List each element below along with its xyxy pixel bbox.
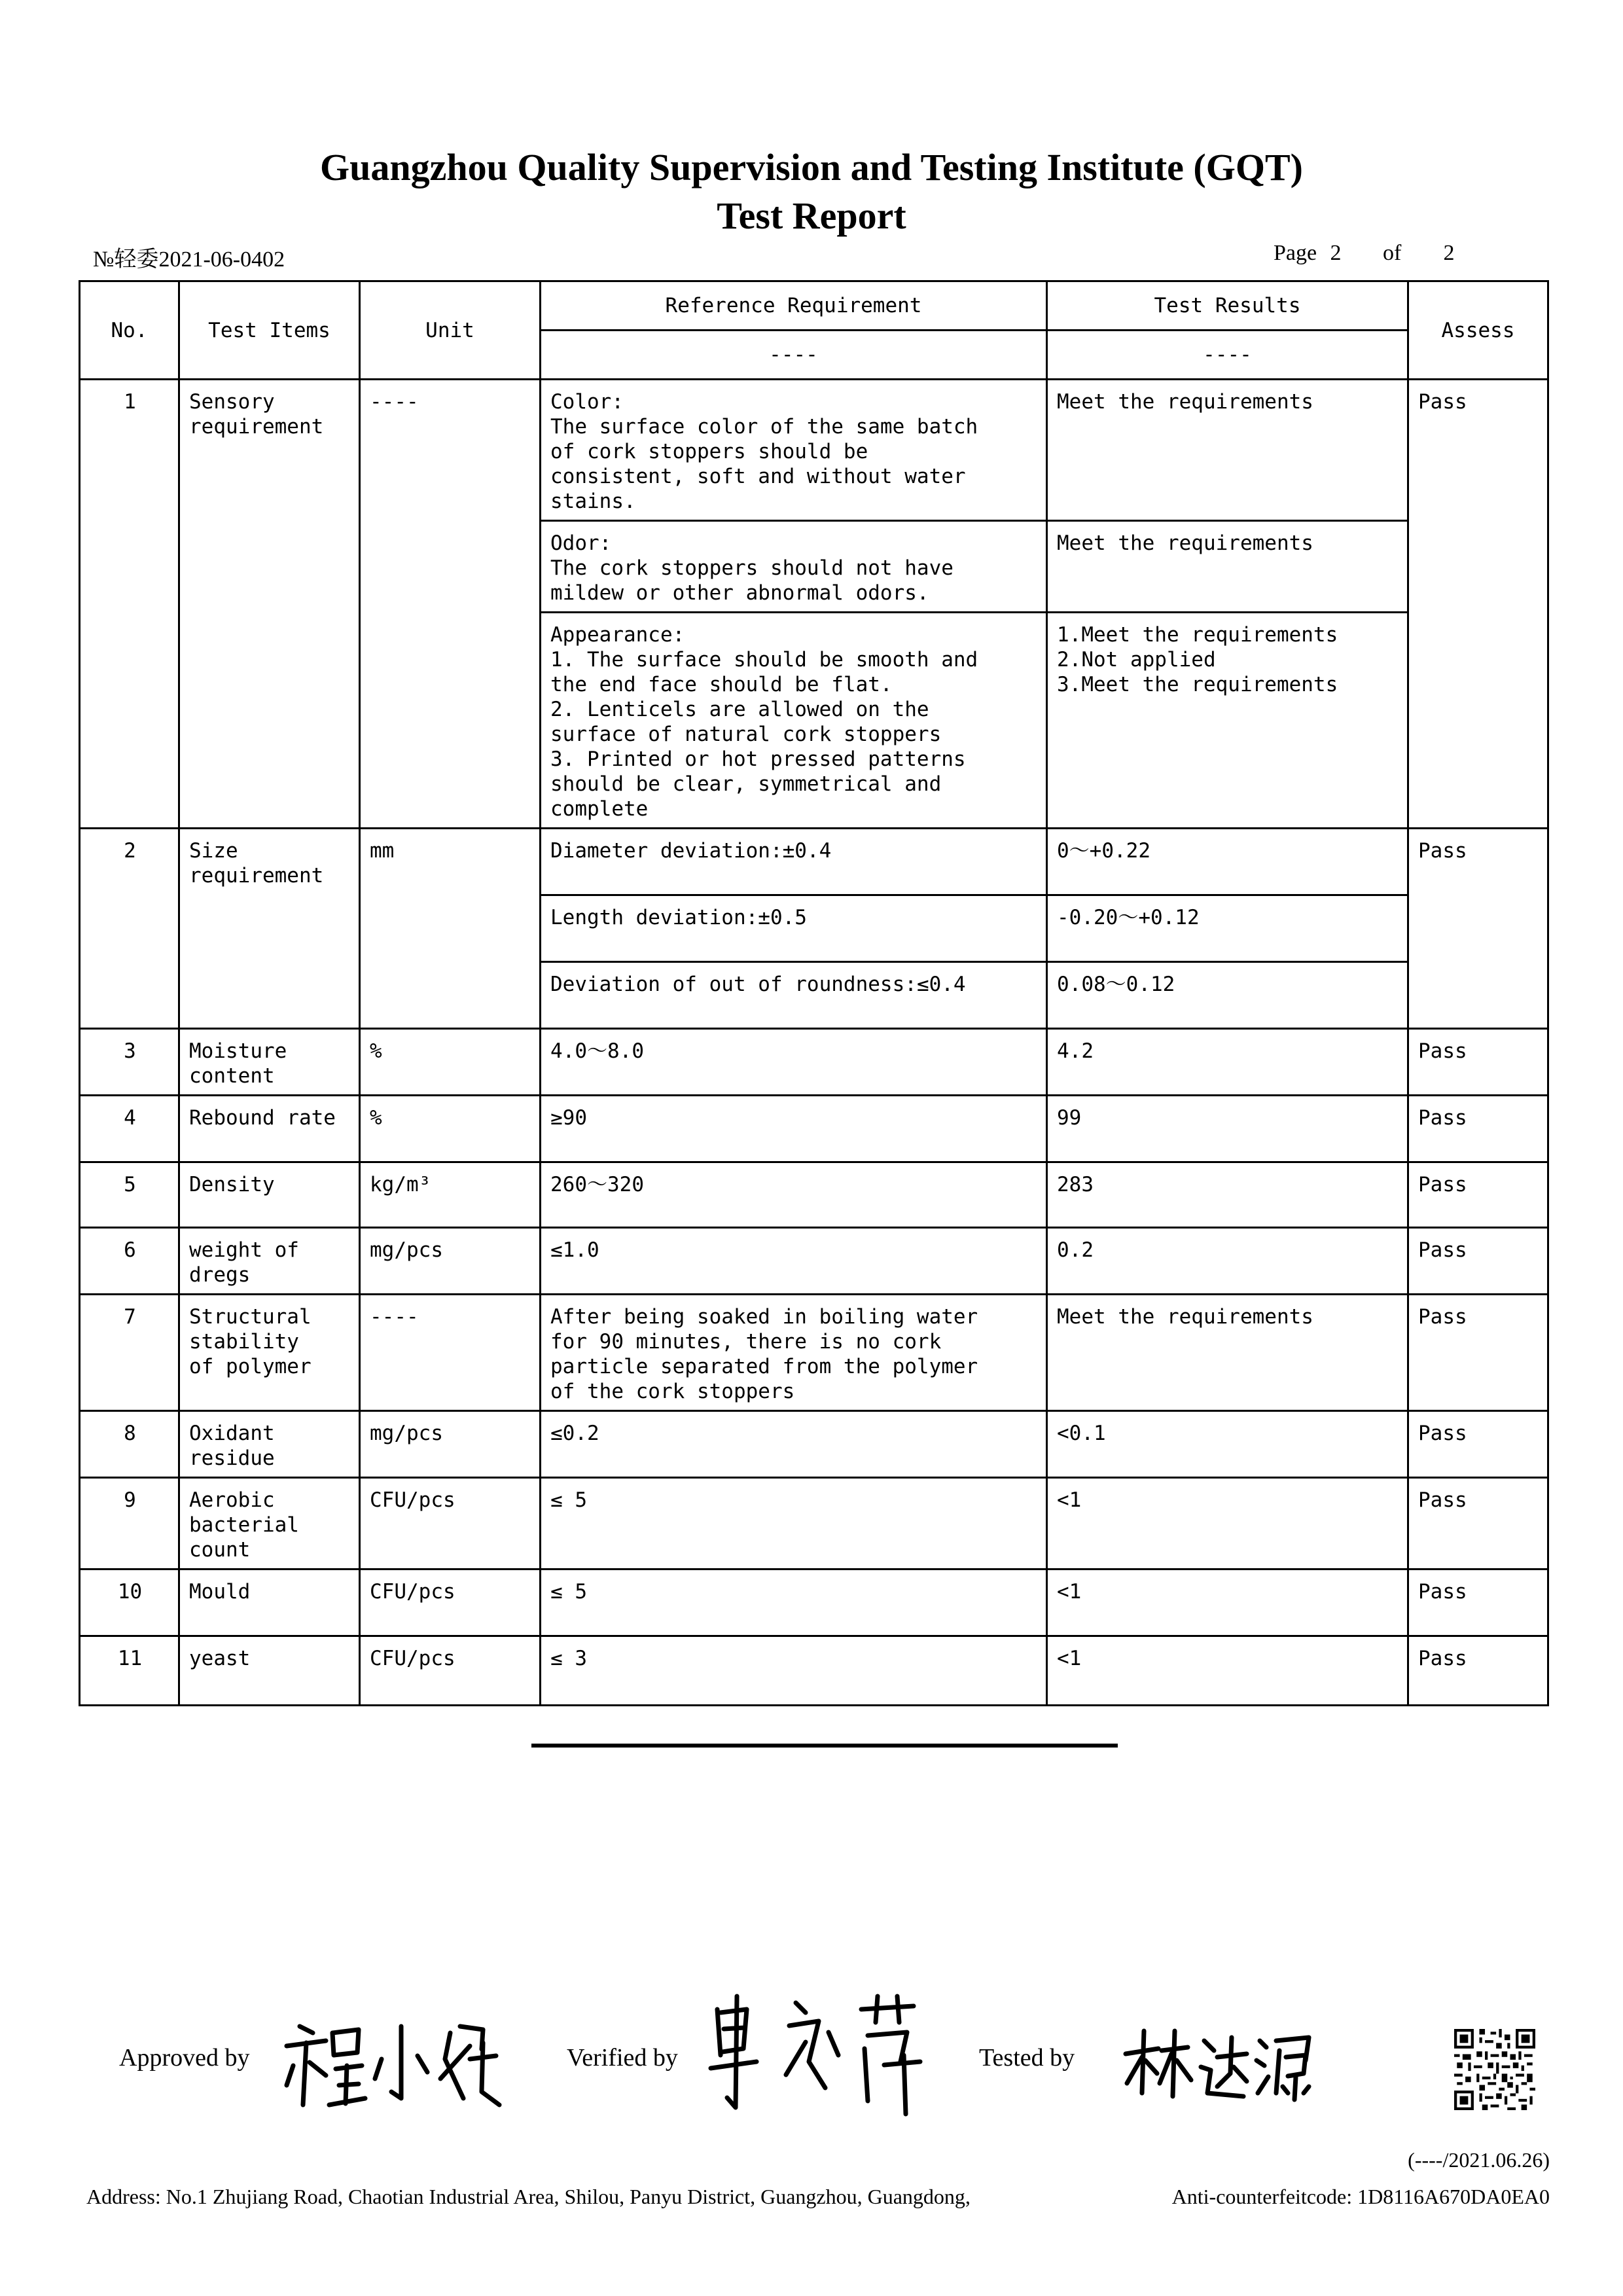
- page-of-label: of: [1383, 241, 1402, 265]
- row-unit: ----: [360, 1295, 541, 1411]
- row-unit: %: [360, 1096, 541, 1162]
- row-assess: Pass: [1408, 1295, 1548, 1411]
- row-result: <0.1: [1047, 1411, 1408, 1478]
- report-number: №轻委2021-06-0402: [93, 247, 285, 272]
- page-label: Page: [1274, 241, 1317, 265]
- row-reference: ≤ 5: [541, 1478, 1047, 1570]
- row-test-item: Size requirement: [179, 829, 360, 1029]
- row-assess: Pass: [1408, 1411, 1548, 1478]
- row-no: 4: [80, 1096, 179, 1162]
- table-row: [80, 1228, 1548, 1295]
- row-assess: Pass: [1408, 829, 1548, 1029]
- row-test-item: Rebound rate: [179, 1096, 360, 1162]
- table-row: [80, 1029, 1548, 1096]
- qr-code-icon: [1454, 2029, 1535, 2110]
- tested-by-label: Tested by: [979, 2044, 1075, 2072]
- table-row: [80, 1570, 1548, 1636]
- row-unit: CFU/pcs: [360, 1636, 541, 1706]
- row-no: 7: [80, 1295, 179, 1411]
- row-no: 11: [80, 1636, 179, 1706]
- header-reference: Reference Requirement: [541, 281, 1047, 331]
- page-total: 2: [1443, 241, 1455, 265]
- row-unit: CFU/pcs: [360, 1570, 541, 1636]
- row-result: <1: [1047, 1478, 1408, 1570]
- row-test-item: Oxidant residue: [179, 1411, 360, 1478]
- row-no: 2: [80, 829, 179, 1029]
- table-row: [80, 1478, 1548, 1570]
- header-no: No.: [80, 281, 179, 380]
- row-assess: Pass: [1408, 380, 1548, 829]
- row-no: 10: [80, 1570, 179, 1636]
- row-no: 3: [80, 1029, 179, 1096]
- row-test-item: Sensory requirement: [179, 380, 360, 829]
- row-test-item: Aerobic bacterial count: [179, 1478, 360, 1570]
- header-test-items: Test Items: [179, 281, 360, 380]
- header-assess: Assess: [1408, 281, 1548, 380]
- page-indicator: [1274, 241, 1470, 266]
- row-assess: Pass: [1408, 1570, 1548, 1636]
- row-assess: Pass: [1408, 1162, 1548, 1228]
- institute-address: Address: No.1 Zhujiang Road, Chaotian Industrial Area, Shilou, Panyu District, Guangzhou, Guangdong,: [86, 2185, 971, 2208]
- row-result: 0.2: [1047, 1228, 1408, 1295]
- approved-by-label: Approved by: [119, 2044, 250, 2072]
- row-unit: mg/pcs: [360, 1411, 541, 1478]
- row-reference: ≤ 3: [541, 1636, 1047, 1706]
- verified-by-label: Verified by: [567, 2044, 678, 2072]
- row-test-item: Density: [179, 1162, 360, 1228]
- row-no: 1: [80, 380, 179, 829]
- results-table: [79, 280, 1549, 1706]
- row-result: 4.2: [1047, 1029, 1408, 1096]
- row-result: <1: [1047, 1570, 1408, 1636]
- row-reference: Odor: The cork stoppers should not have mildew or other abnormal odors.: [541, 521, 1047, 613]
- header-unit: Unit: [360, 281, 541, 380]
- row-no: 9: [80, 1478, 179, 1570]
- row-assess: Pass: [1408, 1096, 1548, 1162]
- row-reference: ≤0.2: [541, 1411, 1047, 1478]
- table-row: [80, 1162, 1548, 1228]
- row-no: 6: [80, 1228, 179, 1295]
- row-no: 8: [80, 1411, 179, 1478]
- verified-signature: [698, 1983, 940, 2121]
- row-reference: ≤1.0: [541, 1228, 1047, 1295]
- row-test-item: yeast: [179, 1636, 360, 1706]
- row-reference: 260～320: [541, 1162, 1047, 1228]
- row-assess: Pass: [1408, 1029, 1548, 1096]
- header-results-sub: ----: [1047, 331, 1408, 380]
- row-reference: After being soaked in boiling water for 90 minutes, there is no cork particle separated from the polymer of the cork stoppers: [541, 1295, 1047, 1411]
- tested-signature: [1119, 2021, 1315, 2106]
- institute-title: Guangzhou Quality Supervision and Testing Institute (GQT): [320, 146, 1303, 188]
- row-unit: CFU/pcs: [360, 1478, 541, 1570]
- row-result: Meet the requirements: [1047, 1295, 1408, 1411]
- approved-signature: [274, 2007, 509, 2118]
- row-result: Meet the requirements: [1047, 521, 1408, 613]
- end-divider: [531, 1744, 1118, 1748]
- row-reference: Length deviation:±0.5: [541, 895, 1047, 962]
- row-test-item: Structural stability of polymer: [179, 1295, 360, 1411]
- row-unit: kg/m³: [360, 1162, 541, 1228]
- row-test-item: Moisture content: [179, 1029, 360, 1096]
- row-result: 0～+0.22: [1047, 829, 1408, 895]
- row-test-item: Mould: [179, 1570, 360, 1636]
- row-unit: %: [360, 1029, 541, 1096]
- row-unit: mg/pcs: [360, 1228, 541, 1295]
- row-unit: mm: [360, 829, 541, 1029]
- row-result: 283: [1047, 1162, 1408, 1228]
- row-reference: ≥90: [541, 1096, 1047, 1162]
- row-reference: Diameter deviation:±0.4: [541, 829, 1047, 895]
- row-test-item: weight of dregs: [179, 1228, 360, 1295]
- row-reference: ≤ 5: [541, 1570, 1047, 1636]
- table-row: [80, 829, 1548, 895]
- table-row: [80, 1295, 1548, 1411]
- row-assess: Pass: [1408, 1478, 1548, 1570]
- header-results: Test Results: [1047, 281, 1408, 331]
- row-result: <1: [1047, 1636, 1408, 1706]
- row-assess: Pass: [1408, 1228, 1548, 1295]
- row-result: -0.20～+0.12: [1047, 895, 1408, 962]
- row-no: 5: [80, 1162, 179, 1228]
- page-current: 2: [1330, 241, 1342, 265]
- anti-counterfeit-code: Anti-counterfeitcode: 1D8116A670DA0EA0: [1171, 2185, 1550, 2208]
- table-row: [80, 1636, 1548, 1706]
- header-reference-sub: ----: [541, 331, 1047, 380]
- row-result: Meet the requirements: [1047, 380, 1408, 521]
- table-row: [80, 1411, 1548, 1478]
- row-reference: Color: The surface color of the same batch of cork stoppers should be consistent, soft and without water stains.: [541, 380, 1047, 521]
- row-result: 0.08～0.12: [1047, 962, 1408, 1029]
- row-unit: ----: [360, 380, 541, 829]
- row-assess: Pass: [1408, 1636, 1548, 1706]
- table-row: [80, 380, 1548, 521]
- table-header-row: [80, 281, 1548, 331]
- row-result: 99: [1047, 1096, 1408, 1162]
- row-result: 1.Meet the requirements 2.Not applied 3.Meet the requirements: [1047, 613, 1408, 829]
- report-title: Test Report: [717, 194, 906, 237]
- row-reference: Deviation of out of roundness:≤0.4: [541, 962, 1047, 1029]
- row-reference: Appearance: 1. The surface should be smooth and the end face should be flat. 2. Lenticels are allowed on the surface of natural cork stoppers 3. Printed or hot pressed patterns should be clear, symmetrical and complete: [541, 613, 1047, 829]
- table-row: [80, 1096, 1548, 1162]
- row-reference: 4.0～8.0: [541, 1029, 1047, 1096]
- report-date: (----/2021.06.26): [1408, 2148, 1550, 2172]
